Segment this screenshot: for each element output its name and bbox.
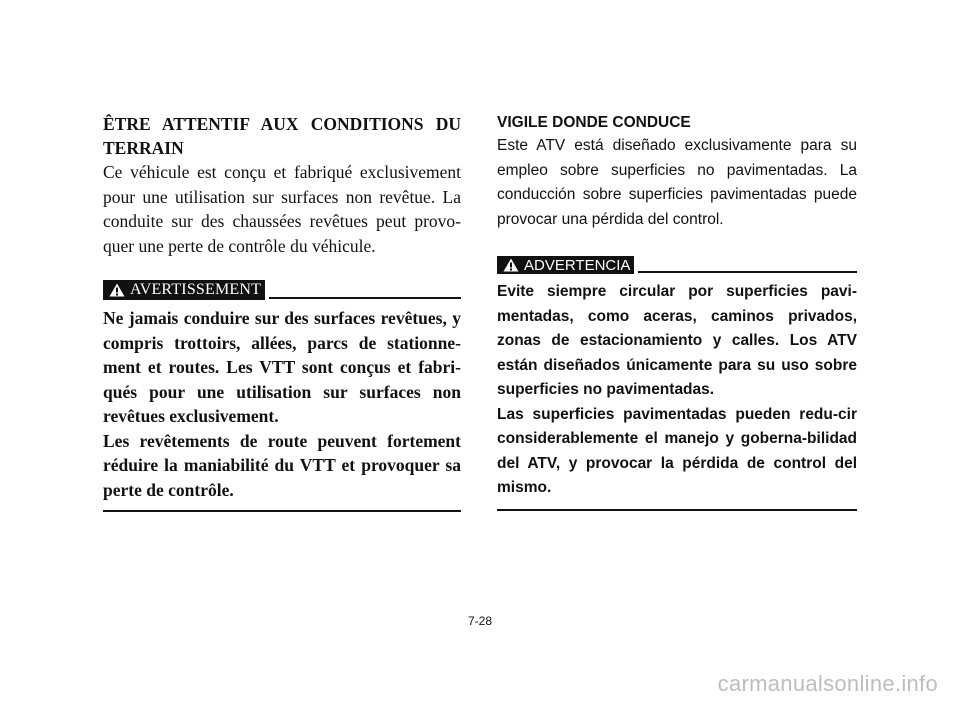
spanish-warning-header [497,256,857,274]
spanish-warning-paragraph: Evite siempre circular por superficies pavi-mentadas, como aceras, caminos privados, zonas de estacionamiento y calles. Los ATV están diseñados únicamente para su uso sobre superficies no pavimentadas. [497,283,857,398]
french-warning-end-rule [103,510,461,512]
french-body-text: Ce véhicule est conçu et fabriqué exclusivement pour une utilisation sur surfaces non revêtue. La conduite sur des chaussées revêtues peut provo-quer une perte de contrôle du véhicule. [103,162,461,256]
spanish-heading: VIGILE DONDE CONDUCE [497,114,691,131]
watermark-text[interactable]: carmanualsonline.info [717,671,938,696]
spanish-body-text: Este ATV está diseñado exclusivamente para su empleo sobre superficies no pavimentadas. La conducción sobre superficies pavimentadas puede provocar una pérdida del control. [497,137,857,228]
spanish-warning-label: ADVERTENCIA [524,256,631,274]
warning-triangle-icon [503,258,519,272]
page-number: 7-28 [467,614,493,628]
spanish-column [497,112,857,511]
french-warning-header [103,280,461,300]
warning-triangle-icon [109,283,125,297]
spanish-warning-paragraph: Las superficies pavimentadas pueden redu-cir considerablemente el manejo y goberna-bilidad del ATV, y provocar la pérdida de control del mismo. [497,405,857,496]
french-column [103,112,461,512]
spanish-warning-badge [497,256,634,274]
french-warning-paragraph: Ne jamais conduire sur des surfaces revêtues, y compris trottoirs, allées, parcs de stationne-ment et routes. Les VTT sont conçus et fabri-qués pour une utilisation sur surfaces non revêtues exclusivement. [103,308,461,426]
spanish-warning-rule [638,271,857,273]
french-heading: ÊTRE ATTENTIF AUX CONDITIONS DU TERRAIN [103,114,461,158]
french-warning-paragraph: Les revêtements de route peuvent fortement réduire la maniabilité du VTT et provoquer sa perte de contrôle. [103,430,461,500]
spanish-warning-end-rule [497,509,857,511]
french-warning-rule [269,297,461,299]
french-warning-label: AVERTISSEMENT [130,281,262,298]
french-warning-badge [103,280,265,300]
